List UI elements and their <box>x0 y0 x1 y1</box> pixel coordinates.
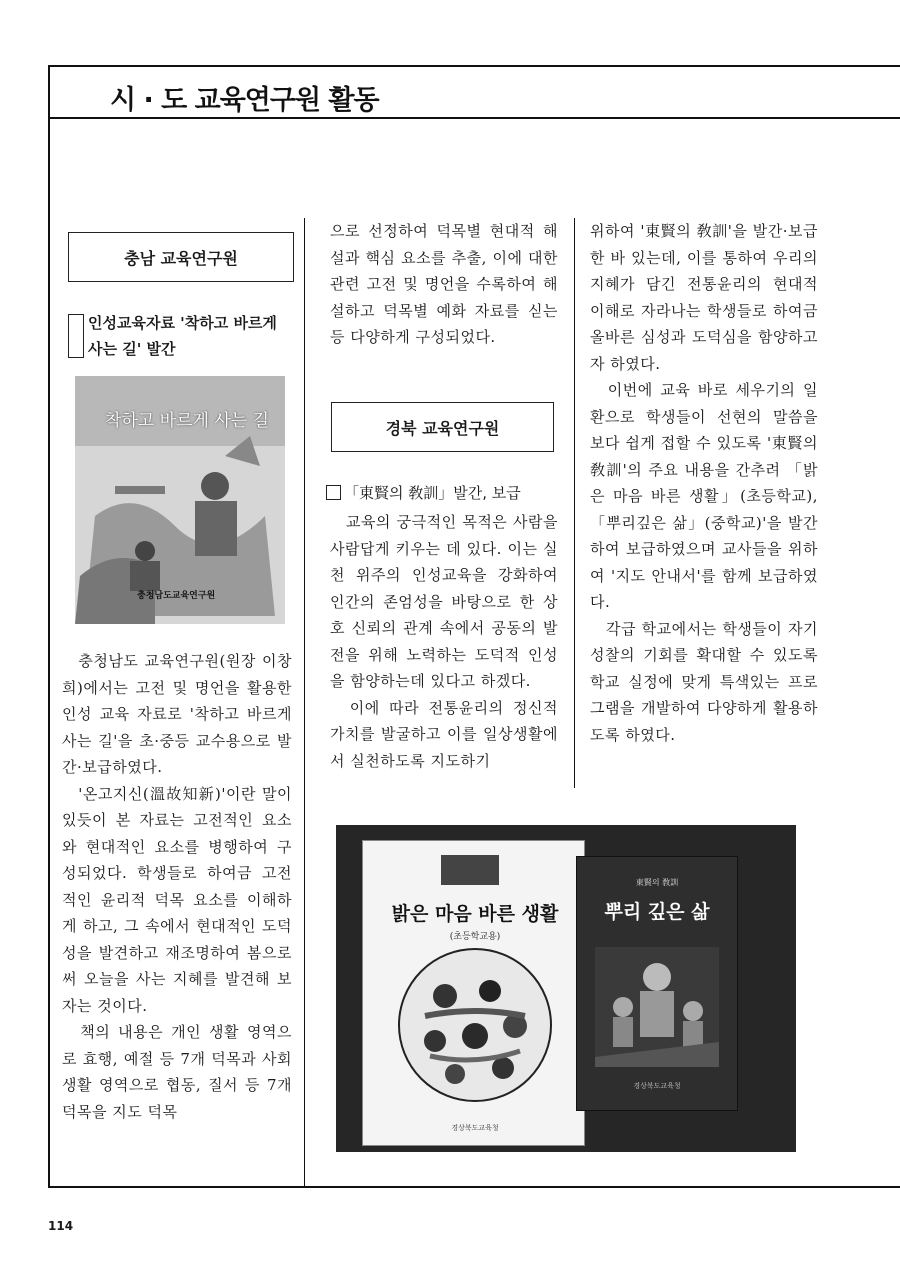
subhead-gyeongbuk-text: 「東賢의 敎訓」발간, 보급 <box>344 484 521 502</box>
subhead-chungnam <box>88 310 298 362</box>
org-title-gyeongbuk: 경북 교육연구원 <box>331 402 554 452</box>
book-middle-school-series: 東賢의 敎訓 <box>635 878 679 887</box>
subhead-line-1: 인성교육자료 '착하고 바르게 <box>88 314 277 332</box>
body-text-chungnam-cont: 으로 선정하여 덕목별 현대적 해설과 핵심 요소를 추출, 이에 대한 관련 고전 및 명언을 수록하여 해설하고 덕목별 예화 자료를 싣는 등 다양하게 구성되었다. <box>330 222 558 346</box>
footer-rule <box>48 1186 900 1188</box>
column-divider-2 <box>574 218 575 788</box>
book-elementary-band <box>441 855 499 885</box>
header-rule-bottom <box>48 117 900 119</box>
body-text-gyeongbuk: 교육의 궁극적인 목적은 사람을 사람답게 키우는 데 있다. 이는 실천 위주의 인성교육을 강화하여 인간의 존엄성을 바탕으로 한 상호 신뢰의 관계 속에서 공동의 발전을 위해 노력하는 도덕적 인성을 함양하는데 있다고 하겠다. 이에 따라 전통윤리의 정신적 가치를 발굴하고 이를 일상생활에서 실천하도록 지도하기 <box>330 513 558 770</box>
subhead-gyeongbuk <box>326 480 566 506</box>
book-middle-school-title: 뿌리 깊은 삶 <box>604 901 710 923</box>
subhead-marker-square <box>326 485 341 500</box>
subhead-marker <box>68 314 84 358</box>
section-title: 시 · 도 교육연구원 활동 <box>110 85 379 116</box>
book-middle-school-illustration <box>595 947 719 1067</box>
book-cover-image <box>75 376 285 624</box>
book-middle-school-publisher: 경상북도교육청 <box>633 1082 681 1090</box>
book-elementary-title: 밝은 마음 바른 생활 <box>391 903 559 925</box>
body-text-gyeongbuk-cont: 위하여 '東賢의 敎訓'을 발간·보급한 바 있는데, 이를 통하여 우리의 지혜가 담긴 전통윤리의 현대적 이해로 자라나는 학생들로 하여금 올바른 심성과 도덕심을 함양하고자 하였다. 이번에 교육 바로 세우기의 일환으로 학생들이 선현의 말씀을 보다 쉽게 접할 수 있도록 '東賢의 敎訓'의 주요 내용을 간추려 「밝은 마음 바른 생활」(초등학교), 「뿌리깊은 삶」(중학교)'을 발간하여 보급하였으며 교사들을 위하여 '지도 안내서'를 함께 보급하였다. 각급 학교에서는 학생들이 자기 성찰의 기회를 확대할 수 있도록 학교 실정에 맞게 특색있는 프로그램을 개발하여 다양하게 활용하도록 하였다. <box>590 222 818 744</box>
org-title-chungnam: 충남 교육연구원 <box>68 232 294 282</box>
book-cover-publisher: 충청남도교육연구원 <box>137 591 216 601</box>
header-rule-top <box>48 65 900 67</box>
book-middle-school <box>576 856 738 1111</box>
header-rule-left <box>48 65 50 1187</box>
subhead-line-2: 사는 길' 발간 <box>88 340 176 358</box>
page-number: 114 <box>48 1219 74 1233</box>
book-elementary-publisher: 경상북도교육청 <box>451 1124 499 1132</box>
body-text-chungnam: 충청남도 교육연구원(원장 이창희)에서는 고전 및 명언을 활용한 인성 교육 자료로 '착하고 바르게 사는 길'을 초·중등 교수용으로 발간·보급하였다. '온고지신(溫故知新)'이란 말이 있듯이 본 자료는 고전적인 요소와 현대적인 요소를 병행하여 구성되었다. 학생들로 하여금 고전적인 윤리적 덕목 요소를 이해하게 하고, 그 속에서 현대적인 도덕성을 발견하고 재조명하여 봄으로써 오늘을 사는 지혜를 발견해 보자는 것이다. 책의 내용은 개인 생활 영역으로 효행, 예절 등 7개 덕목과 사회 생활 영역으로 협동, 질서 등 7개 덕목을 지도 덕목 <box>62 652 292 1121</box>
book-elementary <box>362 840 585 1146</box>
book-elementary-illustration <box>395 946 555 1104</box>
book-elementary-subtitle: (초등학교용) <box>449 932 501 942</box>
book-cover-title: 착하고 바르게 사는 길 <box>105 411 270 431</box>
column-divider-1 <box>304 218 305 1188</box>
